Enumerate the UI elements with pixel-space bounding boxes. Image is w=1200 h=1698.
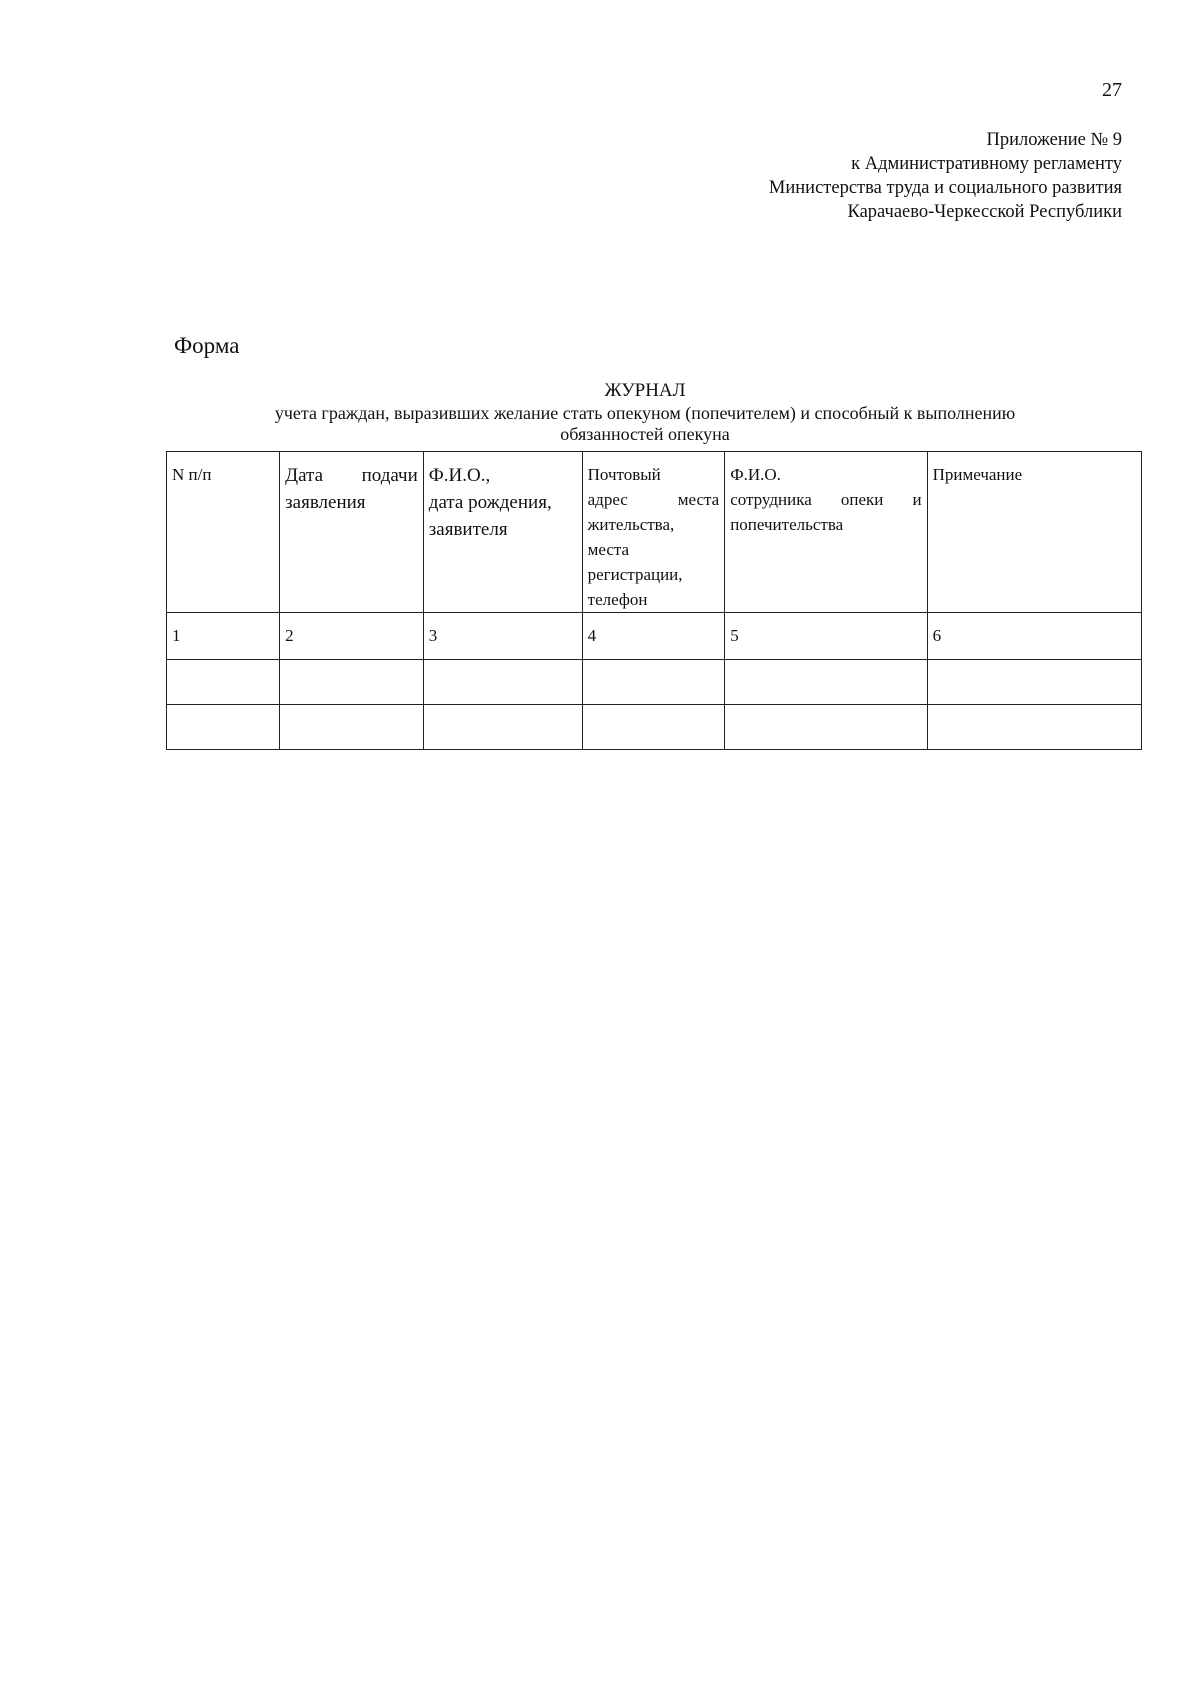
header-line: заявителя bbox=[428, 519, 508, 540]
journal-subtitle-line: учета граждан, выразивших желание стать опекуном (попечителем) и способный к выполнению bbox=[274, 403, 1016, 423]
empty-cell bbox=[423, 660, 582, 705]
form-label: Форма bbox=[174, 333, 240, 358]
header-line: телефон bbox=[587, 590, 648, 609]
empty-cell bbox=[167, 660, 280, 705]
column-number-cell: 6 bbox=[927, 613, 1141, 660]
header-row bbox=[167, 452, 1142, 613]
empty-cell bbox=[725, 660, 927, 705]
header-line: жительства, bbox=[587, 515, 675, 534]
header-line: места bbox=[587, 540, 630, 559]
journal-table bbox=[166, 451, 1142, 750]
header-line: Ф.И.О., bbox=[428, 465, 491, 486]
empty-cell bbox=[280, 705, 424, 750]
header-cell-date bbox=[280, 452, 424, 613]
header-cell-address bbox=[582, 452, 725, 613]
empty-cell bbox=[582, 660, 725, 705]
header-cell-employee bbox=[725, 452, 927, 613]
header-line: сотрудника опеки и bbox=[730, 490, 922, 509]
appendix-block bbox=[562, 128, 1122, 224]
table-row-empty bbox=[167, 705, 1142, 750]
table-row-empty bbox=[167, 660, 1142, 705]
appendix-line: к Административному регламенту bbox=[851, 154, 1122, 174]
journal-subtitle bbox=[150, 403, 1140, 445]
header-line: адрес места bbox=[587, 490, 720, 509]
column-number-cell: 2 bbox=[280, 613, 424, 660]
header-cell-note bbox=[927, 452, 1141, 613]
header-line: заявления bbox=[285, 492, 366, 513]
appendix-line: Приложение № 9 bbox=[986, 130, 1122, 150]
empty-cell bbox=[280, 660, 424, 705]
appendix-line: Министерства труда и социального развития bbox=[768, 178, 1122, 198]
header-cell-name bbox=[423, 452, 582, 613]
column-number-cell: 3 bbox=[423, 613, 582, 660]
empty-cell bbox=[423, 705, 582, 750]
journal-title: ЖУРНАЛ bbox=[604, 380, 686, 401]
header-line: Почтовый bbox=[587, 465, 661, 484]
header-line: Дата подачи bbox=[285, 465, 418, 486]
header-line: попечительства bbox=[730, 515, 844, 534]
empty-cell bbox=[927, 660, 1141, 705]
header-line: N п/п bbox=[172, 465, 212, 484]
header-line: дата рождения, bbox=[428, 492, 552, 513]
header-line: регистрации, bbox=[587, 565, 683, 584]
header-cell-number bbox=[167, 452, 280, 613]
appendix-line: Карачаево-Черкесской Республики bbox=[847, 202, 1122, 222]
empty-cell bbox=[725, 705, 927, 750]
page-number: 27 bbox=[1102, 79, 1122, 101]
header-line: Примечание bbox=[932, 465, 1023, 484]
column-number-cell: 4 bbox=[582, 613, 725, 660]
journal-subtitle-line: обязанностей опекуна bbox=[560, 424, 730, 444]
header-line: Ф.И.О. bbox=[730, 465, 781, 484]
column-number-cell: 1 bbox=[167, 613, 280, 660]
column-number-cell: 5 bbox=[725, 613, 927, 660]
empty-cell bbox=[167, 705, 280, 750]
column-number-row bbox=[167, 613, 1142, 660]
empty-cell bbox=[927, 705, 1141, 750]
empty-cell bbox=[582, 705, 725, 750]
